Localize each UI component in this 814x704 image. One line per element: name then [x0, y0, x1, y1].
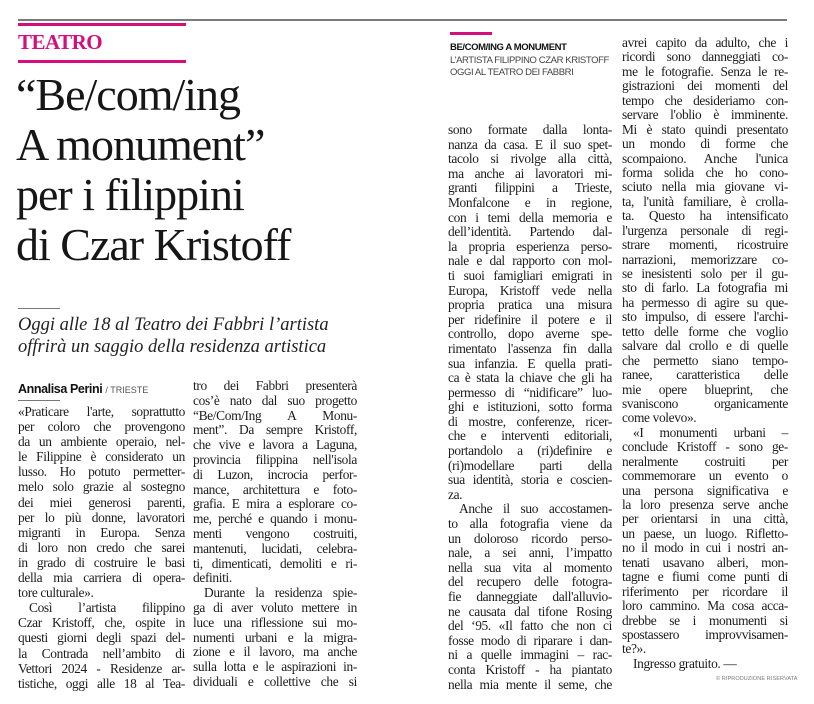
headline-line: per i filippini — [16, 169, 244, 220]
text-line: per coloro che provengono — [18, 419, 185, 435]
body-column-4 — [622, 36, 788, 671]
text-line: tro dei Fabbri presenterà — [193, 378, 357, 393]
text-line: Anche il suo accostamen- — [459, 501, 612, 517]
text-line: dividuali e collettive che si — [193, 673, 357, 689]
paragraph — [622, 426, 788, 657]
text-line: sua infanzia. E quella prati- — [448, 355, 612, 371]
text-line: ca è stata la chiave che gli ha — [448, 370, 612, 386]
text-line: nale, a sei anni, l’impatto — [448, 545, 612, 561]
text-line: di mostre, conferenze, ricer- — [448, 413, 612, 429]
text-line: provincia filippina nell'isola — [193, 451, 357, 467]
paragraph — [18, 600, 185, 691]
paragraph — [193, 379, 357, 586]
text-line: che permetto siano tempo- — [622, 352, 788, 368]
text-line: servare l'oblio è imminente. — [622, 107, 788, 123]
paragraph — [18, 404, 185, 600]
text-line: Ingresso gratuito. — — [633, 655, 737, 671]
text-line: se inesistenti solo per il gu- — [622, 266, 788, 281]
text-line: te?». — [622, 641, 646, 657]
text-line: mantenuti, lucidati, celebra- — [193, 540, 357, 556]
text-line: sulla lotta e le aspirazioni in- — [193, 659, 357, 675]
text-line: di Luzon, incrocia perfor- — [193, 466, 357, 482]
top-rule — [18, 19, 787, 21]
headline-line: di Czar Kristoff — [16, 219, 291, 270]
text-line: migranti in Europa. Senza — [18, 524, 185, 540]
paragraph — [622, 36, 788, 426]
text-line: sua identità, storia e coscien- — [448, 472, 612, 488]
text-line: «Praticare l'arte, soprattutto — [18, 404, 185, 419]
section-bar-top — [18, 23, 186, 26]
text-line: tetto delle forme che voglio — [622, 323, 788, 339]
text-line: della mia carriera di opera- — [18, 570, 185, 586]
text-line: tempo che desideriamo con- — [622, 92, 788, 108]
text-line: tenati usavano alberi, mon- — [622, 554, 788, 570]
text-line: «I monumenti urbani – — [633, 424, 788, 440]
text-line: di loro non credo che sarei — [18, 539, 185, 555]
text-line: ga di aver voluto mettere in — [193, 599, 357, 615]
text-line: ranee, caratteristica delle — [622, 367, 788, 383]
text-line: ni a quelle immagini – rac- — [448, 647, 612, 663]
text-line: Monfalcone e in regione, — [448, 194, 612, 210]
text-line: fosse modo di riparare i dan- — [448, 632, 612, 648]
text-line: tore culturale». — [18, 585, 94, 601]
copyright-notice: © RIPRODUZIONE RISERVATA — [716, 676, 798, 682]
text-line: un mondo di forme che — [622, 136, 788, 152]
text-line: ghi e istituzioni, sotto forma — [448, 399, 612, 415]
text-line: Czar Kristoff, che, ospite in — [18, 615, 185, 631]
text-line: scompaiono. Anche l'unica — [622, 150, 788, 166]
text-line: zione e il lavoro, ma anche — [193, 644, 357, 660]
text-line: un paese, un luogo. Rifletto- — [622, 525, 788, 541]
text-line: Vettori 2024 - Residenze ar- — [18, 660, 185, 676]
body-column-3 — [448, 123, 612, 692]
text-line: cos’è nato dal suo progetto — [193, 392, 357, 408]
text-line: salvare dal crollo e di quelle — [622, 338, 788, 354]
text-line: nella sua vita al momento — [448, 559, 612, 575]
text-line: granti filippini a Trieste, — [448, 180, 612, 196]
text-line: l'urgenza personale di regi- — [622, 222, 788, 238]
photo-caption — [450, 42, 609, 80]
text-line: la loro presenza serve anche — [622, 497, 788, 512]
text-line: un doloroso ricordo perso- — [448, 530, 612, 546]
text-line: ta, l'unità familiare, è crolla- — [622, 193, 788, 209]
text-line: spostassero improvvisamen- — [622, 626, 788, 642]
headline-line: A monument” — [16, 119, 265, 170]
headline — [16, 70, 436, 270]
text-line: in grado di costruire le basi — [18, 554, 185, 570]
body-column-2 — [193, 379, 357, 690]
caption-title: BE/COM/ING A MONUMENT — [450, 42, 567, 53]
subheadline — [18, 314, 358, 358]
text-line: le Filippine è considerato un — [18, 449, 185, 465]
text-line: luce una riflessione sui mo- — [193, 614, 357, 630]
text-line: per ridefinire il potere e il — [448, 311, 612, 327]
text-line: mance, architettura e foto- — [193, 481, 357, 497]
byline-rule — [18, 400, 60, 401]
text-line: melo solo grazie al sostegno — [18, 479, 185, 495]
text-line: numenti urbani e la migra- — [193, 629, 357, 645]
text-line: mie opere blueprint, che — [622, 381, 788, 397]
subhead-line: offrirà un saggio della residenza artistica — [18, 337, 327, 357]
text-line: grafia. E mira a esplorare co- — [193, 496, 357, 512]
text-line: che e interventi editoriali, — [448, 428, 612, 444]
dateline-place: / TRIESTE — [105, 385, 149, 395]
text-line: ti suoi famigliari emigrati in — [448, 267, 612, 283]
text-line: avrei capito da adulto, che i — [622, 35, 788, 50]
caption-bar — [450, 32, 492, 35]
subhead-rule — [18, 308, 60, 309]
text-line: narrazioni, memorizzare co- — [622, 251, 788, 267]
text-line: dei miei generosi parenti, — [18, 494, 185, 510]
text-line: Così l’artista filippino — [29, 600, 185, 616]
text-line: commemorare un evento o — [622, 468, 788, 484]
paragraph — [622, 657, 788, 671]
caption-line: OGGI AL TEATRO DEI FABBRI — [450, 67, 574, 78]
text-line: to alla fotografia viene da — [448, 516, 612, 532]
body-column-1 — [18, 404, 185, 691]
text-line: lusso. Ho potuto permetter- — [18, 464, 185, 480]
text-line: la propria esperienza perso- — [448, 238, 612, 254]
text-line: dell’identità. Partendo dal- — [448, 224, 612, 240]
text-line: svaniscono organicamente — [622, 395, 788, 411]
text-line: Mi è stato quindi presentato — [622, 121, 788, 137]
text-line: tacolo si rivolge alla città, — [448, 151, 612, 167]
text-line: nale e dal rapporto con mol- — [448, 253, 612, 269]
text-line: conclude Kristoff - sono ge- — [622, 439, 788, 455]
text-line: con i temi della memoria e — [448, 209, 612, 225]
text-line: permesso di “nidificare” luo- — [448, 384, 612, 400]
text-line: nella mia mente il seme, che — [448, 676, 612, 692]
text-line: la Contrada nell’ambito di — [18, 645, 185, 661]
text-line: controllo, dopo averne spe- — [448, 326, 612, 342]
section-label: TEATRO — [18, 30, 103, 54]
text-line: sono formate dalla lonta- — [448, 122, 612, 137]
text-line: per lo più donne, lavoratori — [18, 509, 185, 525]
text-line: no il modo in cui i nostri an- — [622, 540, 788, 556]
text-line: ha permesso di agire su que- — [622, 294, 788, 310]
text-line: me, perché e quando i monu- — [193, 511, 357, 527]
text-line: sto impulso, di essere l'archi- — [622, 309, 788, 325]
paragraph — [193, 586, 357, 690]
text-line: del ‘95. «Il fatto che non ci — [448, 618, 612, 634]
text-line: gistrazioni dei momenti del — [622, 78, 788, 94]
text-line: tistiche, oggi alle 18 al Tea- — [18, 675, 185, 691]
text-line: conta Kristoff - ha piantato — [448, 661, 612, 677]
text-line: definiti. — [193, 570, 232, 586]
text-line: ma anche ai lavoratori mi- — [448, 165, 612, 181]
text-line: neralmente costruiti per — [622, 453, 788, 469]
text-line: propria pratica una misura — [448, 297, 612, 313]
text-line: za. — [448, 486, 463, 502]
author-name: Annalisa Perini — [18, 382, 103, 396]
text-line: ne causata dal tifone Rosing — [448, 603, 612, 619]
text-line: che vive e lavora a Laguna, — [193, 437, 357, 453]
headline-line: “Be/com/ing — [16, 69, 241, 120]
section-bar-bottom — [18, 60, 186, 63]
text-line: strare momenti, ricostruire — [622, 237, 788, 253]
subhead-line: Oggi alle 18 al Teatro dei Fabbri l’artista — [18, 315, 329, 335]
caption-line: L’ARTISTA FILIPPINO CZAR KRISTOFF — [450, 54, 609, 66]
text-line: sto di farlo. La fotografia mi — [622, 280, 788, 296]
text-line: Europa, Kristoff vede nella — [448, 282, 612, 298]
text-line: ricordi sono danneggiati co- — [622, 49, 788, 65]
text-line: “Be/Com/Ing A Monu- — [193, 407, 357, 423]
text-line: portandolo a (ri)definire e — [448, 443, 612, 459]
text-line: menti vengono costruiti, — [193, 525, 357, 541]
text-line: per orientarsi in una città, — [622, 511, 788, 527]
text-line: rimentato l'assenza fin dalla — [448, 340, 612, 356]
text-line: del recupero delle fotogra- — [448, 574, 612, 590]
paragraph — [448, 123, 612, 502]
text-line: fie danneggiate dall'alluvio- — [448, 589, 612, 604]
text-line: come volevo». — [622, 410, 697, 426]
text-line: loro cammino. Ma cosa acca- — [622, 598, 788, 614]
text-line: ta. Questo ha intensificato — [622, 208, 788, 224]
text-line: me le fotografie. Senza le re- — [622, 63, 788, 79]
text-line: forma solida che ho cono- — [622, 164, 788, 180]
text-line: Durante la residenza spie- — [204, 585, 357, 601]
byline — [18, 382, 148, 396]
text-line: riferimento per ricordare il — [622, 583, 788, 599]
text-line: da un ambiente operaio, nel- — [18, 434, 185, 450]
text-line: drebbe se i monumenti si — [622, 612, 788, 628]
text-line: una persona significativa e — [622, 482, 788, 498]
text-line: ti, dimenticati, demoliti e ri- — [193, 555, 357, 571]
text-line: (ri)modellare parti della — [448, 457, 612, 473]
text-line: ment”. Da sempre Kristoff, — [193, 422, 357, 438]
text-line: sciuto nella mia giovane vi- — [622, 179, 788, 195]
paragraph — [448, 502, 612, 692]
text-line: tagne e fiumi come punti di — [622, 569, 788, 585]
text-line: nanza da casa. E il suo spet- — [448, 136, 612, 152]
text-line: questi giorni degli spazi del- — [18, 630, 185, 646]
